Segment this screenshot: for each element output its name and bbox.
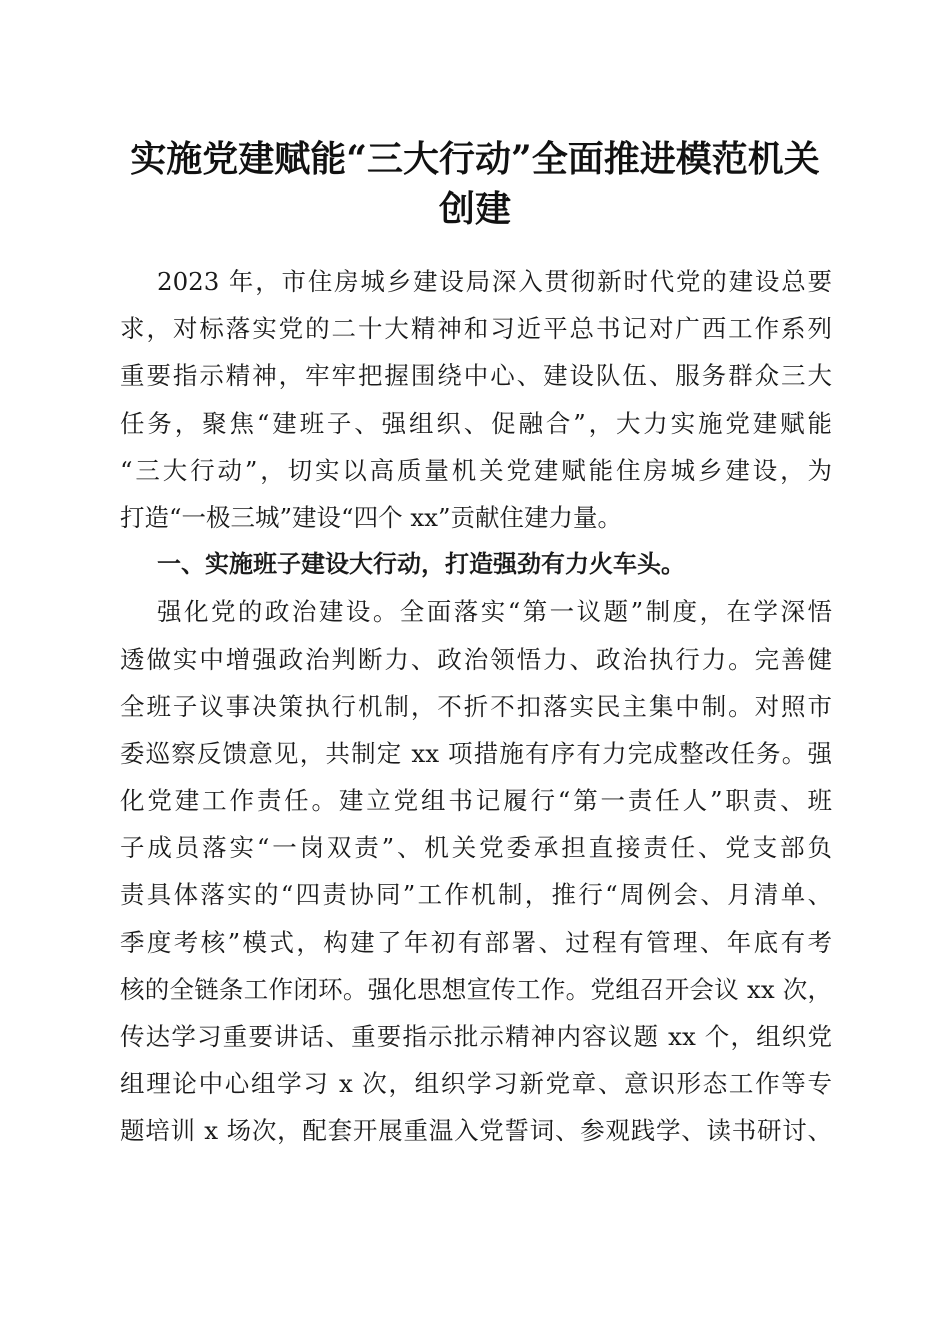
- document-title: [100, 134, 850, 234]
- body-text-line: 任务，聚焦“建班子、强组织、促融合”，大力实施党建赋能: [120, 408, 832, 438]
- document-body: [120, 258, 832, 1155]
- body-text-line: 全班子议事决策执行机制，不折不扣落实民主集中制。对照市: [120, 691, 832, 721]
- title-line-2: 创建: [438, 188, 511, 230]
- body-text-line: 求，对标落实党的二十大精神和习近平总书记对广西工作系列: [120, 314, 832, 344]
- body-text-line: “三大行动”，切实以高质量机关党建赋能住房城乡建设，为: [120, 455, 832, 485]
- body-text-line: 季度考核”模式，构建了年初有部署、过程有管理、年底有考: [120, 927, 832, 957]
- body-text-line: 透做实中增强政治判断力、政治领悟力、政治执行力。完善健: [120, 644, 832, 674]
- body-text-line: 责具体落实的“四责协同”工作机制，推行“周例会、月清单、: [120, 880, 832, 910]
- body-text-line: 打造“一极三城”建设“四个 xx”贡献住建力量。: [120, 502, 623, 532]
- body-text-line: 传达学习重要讲话、重要指示批示精神内容议题 xx 个，组织党: [120, 1022, 832, 1051]
- body-text-line: 子成员落实“一岗双责”、机关党委承担直接责任、党支部负: [120, 833, 832, 863]
- body-text-line: 题培训 x 场次，配套开展重温入党誓词、参观践学、读书研讨、: [120, 1116, 832, 1146]
- body-text-line: 委巡察反馈意见，共制定 xx 项措施有序有力完成整改任务。强: [120, 738, 832, 768]
- body-text-line: 化党建工作责任。建立党组书记履行“第一责任人”职责、班: [120, 786, 832, 816]
- body-text-line: 强化党的政治建设。全面落实“第一议题”制度，在学深悟: [157, 597, 832, 627]
- title-line-1: 实施党建赋能“三大行动”全面推进模范机关: [130, 138, 820, 180]
- body-text-line: 2023 年，市住房城乡建设局深入贯彻新时代党的建设总要: [157, 267, 832, 296]
- body-text-line: 组理论中心组学习 x 次，组织学习新党章、意识形态工作等专: [120, 1069, 832, 1099]
- section-heading: 一、实施班子建设大行动，打造强劲有力火车头。: [157, 550, 685, 579]
- body-text-line: 核的全链条工作闭环。强化思想宣传工作。党组召开会议 xx 次，: [120, 974, 832, 1004]
- body-text-line: 重要指示精神，牢牢把握围绕中心、建设队伍、服务群众三大: [120, 361, 832, 391]
